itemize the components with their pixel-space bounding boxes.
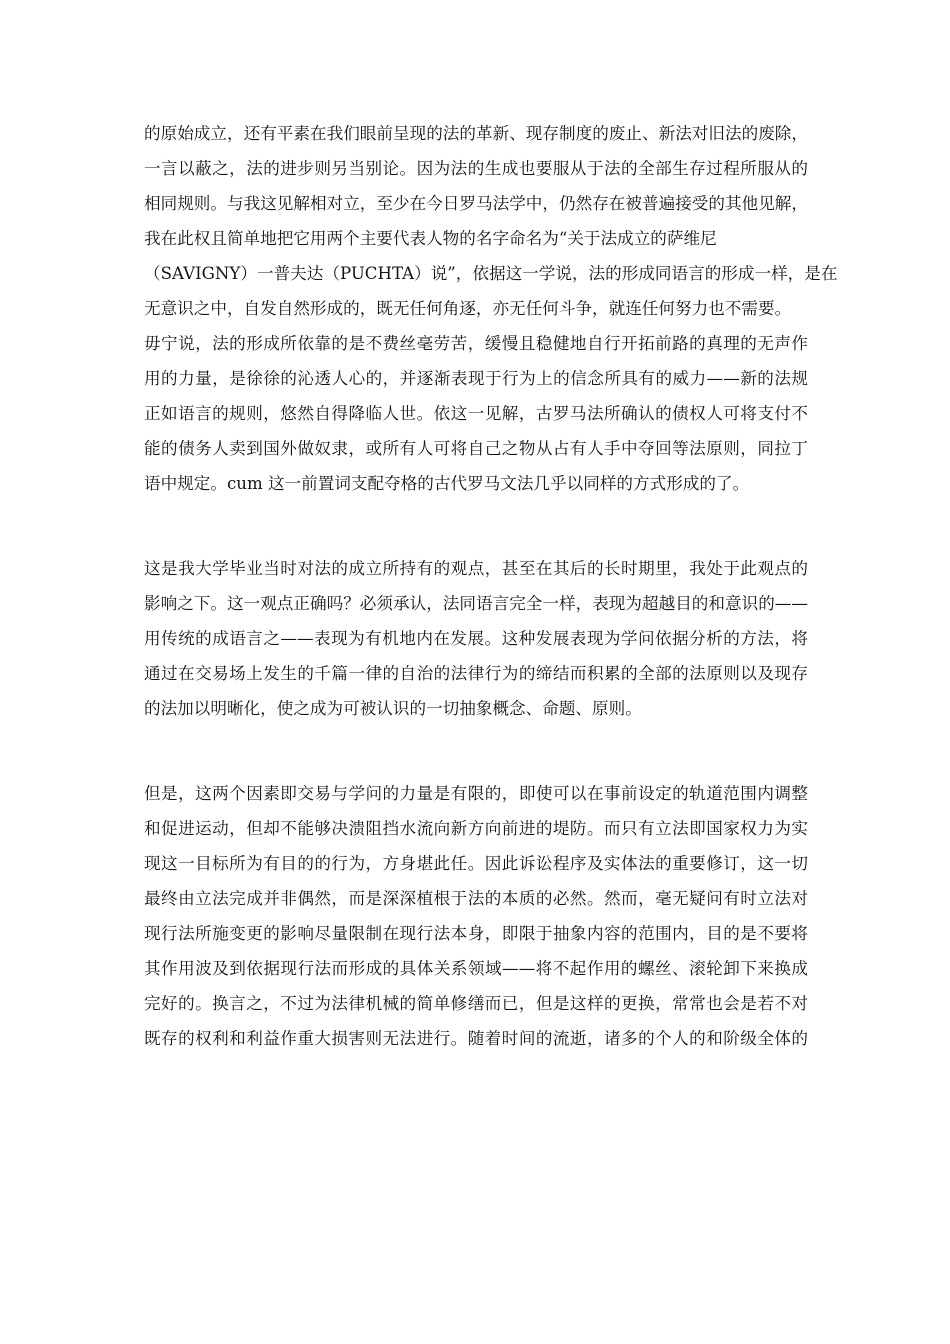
- text-line: 现这一目标所为有目的的行为，方身堪此任。因此诉讼程序及实体法的重要修订，这一切: [144, 854, 808, 873]
- paragraph: [144, 776, 808, 1056]
- text-line: 通过在交易场上发生的千篇一律的自治的法律行为的缔结而积累的全部的法原则以及现存: [144, 664, 808, 683]
- text-line: 最终由立法完成并非偶然，而是深深植根于法的本质的必然。然而，毫无疑问有时立法对: [144, 889, 808, 908]
- text-line: 语中规定。cum 这一前置词支配夺格的古代罗马文法几乎以同样的方式形成的了。: [144, 474, 750, 493]
- text-line: 其作用波及到依据现行法而形成的具体关系领域——将不起作用的螺丝、滚轮卸下来换成: [144, 959, 808, 978]
- text-line: 但是，这两个因素即交易与学问的力量是有限的，即使可以在事前设定的轨道范围内调整: [144, 784, 808, 803]
- text-line: 完好的。换言之，不过为法律机械的简单修缮而已，但是这样的更换，常常也会是若不对: [144, 994, 808, 1013]
- text-line: 用的力量，是徐徐的沁透人心的，并逐渐表现于行为上的信念所具有的威力——新的法规: [144, 369, 808, 388]
- text-line: 正如语言的规则，悠然自得降临人世。依这一见解，古罗马法所确认的债权人可将支付不: [144, 404, 808, 423]
- text-line: 的原始成立，还有平素在我们眼前呈现的法的革新、现存制度的废止、新法对旧法的废除，: [144, 124, 808, 143]
- paragraph-spacer: [144, 501, 808, 551]
- text-line: 既存的权利和利益作重大损害则无法进行。随着时间的流逝，诸多的个人的和阶级全体的: [144, 1029, 808, 1048]
- text-line: 能的债务人卖到国外做奴隶，或所有人可将自己之物从占有人手中夺回等法原则，同拉丁: [144, 439, 808, 458]
- text-line: 和促进运动，但却不能够决溃阻挡水流向新方向前进的堤防。而只有立法即国家权力为实: [144, 819, 808, 838]
- paragraph: [144, 551, 808, 726]
- text-line: 用传统的成语言之——表现为有机地内在发展。这种发展表现为学问依据分析的方法，将: [144, 629, 808, 648]
- text-line: 相同规则。与我这见解相对立，至少在今日罗马法学中，仍然存在被普遍接受的其他见解，: [144, 194, 808, 213]
- text-line: 无意识之中，自发自然形成的，既无任何角逐，亦无任何斗争，就连任何努力也不需要。: [144, 299, 792, 318]
- body-text: [144, 116, 838, 1056]
- text-line: 毋宁说，法的形成所依靠的是不费丝毫劳苦，缓慢且稳健地自行开拓前路的真理的无声作: [144, 334, 808, 353]
- text-line: 我在此权且简单地把它用两个主要代表人物的名字命名为“关于法成立的萨维尼: [144, 229, 717, 248]
- text-line: （SAVIGNY）一普夫达（PUCHTA）说”，依据这一学说，法的形成同语言的形成一样，是在: [144, 264, 838, 283]
- text-line: 一言以蔽之，法的进步则另当别论。因为法的生成也要服从于法的全部生存过程所服从的: [144, 159, 808, 178]
- text-line: 的法加以明晰化，使之成为可被认识的一切抽象概念、命题、原则。: [144, 699, 642, 718]
- text-line: 影响之下。这一观点正确吗？必须承认，法同语言完全一样，表现为超越目的和意识的——: [144, 594, 808, 613]
- paragraph-spacer: [144, 726, 808, 776]
- text-line: 这是我大学毕业当时对法的成立所持有的观点，甚至在其后的长时期里，我处于此观点的: [144, 559, 808, 578]
- text-line: 现行法所施变更的影响尽量限制在现行法本身，即限于抽象内容的范围内，目的是不要将: [144, 924, 808, 943]
- paragraph: [144, 116, 838, 501]
